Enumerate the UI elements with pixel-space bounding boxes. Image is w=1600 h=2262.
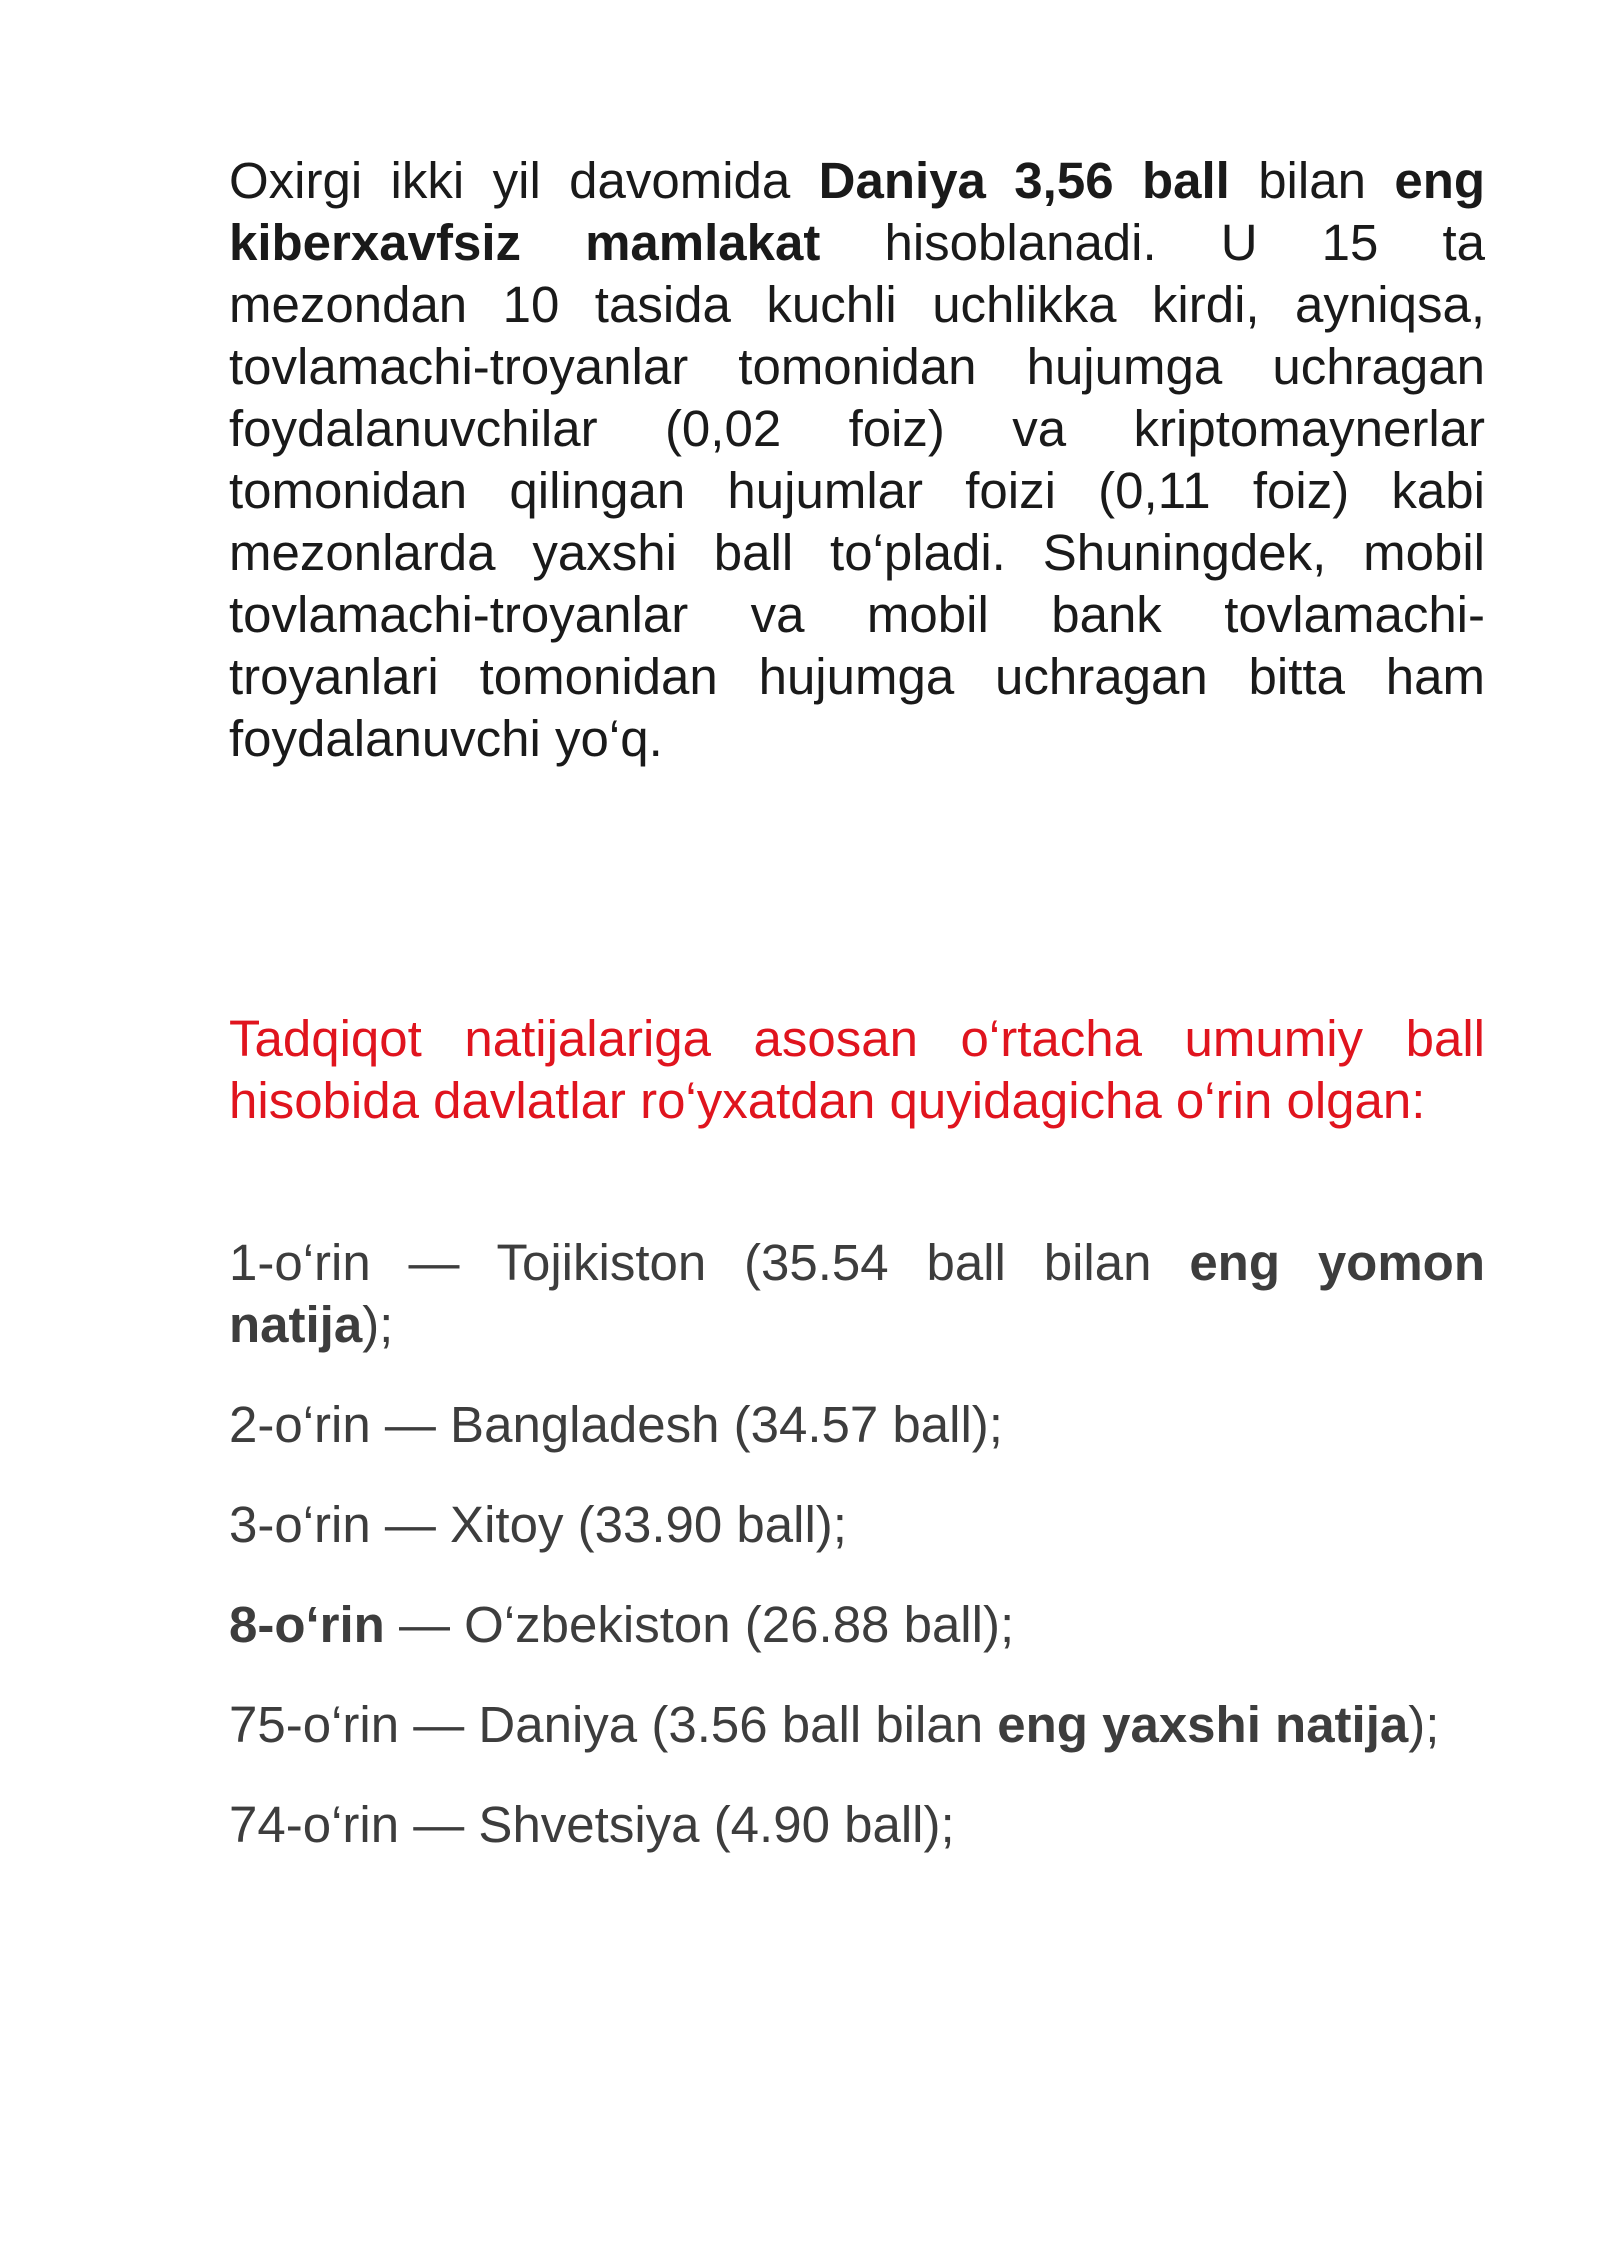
- ranking-item-tajikistan: [229, 1232, 1485, 1356]
- ranking-item-text: 2-o‘rin — Bangladesh (34.57 ball);: [229, 1396, 1003, 1453]
- ranking-item-sweden: [229, 1794, 1485, 1856]
- ranking-item-china: [229, 1494, 1485, 1556]
- ranking-item-text: 3-o‘rin — Xitoy (33.90 ball);: [229, 1496, 847, 1553]
- ranking-item-tail: );: [362, 1296, 394, 1353]
- ranking-item-uzbekistan: [229, 1594, 1485, 1656]
- intro-bold-denmark-score: Daniya 3,56 ball: [818, 152, 1230, 209]
- ranking-item-text: 1-o‘rin — Tojikiston (35.54 ball bilan: [229, 1234, 1190, 1291]
- ranking-list: [229, 1232, 1485, 1894]
- ranking-item-bangladesh: [229, 1394, 1485, 1456]
- ranking-heading: Tadqiqot natijalariga asosan o‘rtacha umumiy ball hisobida davlatlar ro‘yxatdan quyidagicha o‘rin olgan:: [229, 1010, 1485, 1129]
- ranking-item-text: 74-o‘rin — Shvetsiya (4.90 ball);: [229, 1796, 955, 1853]
- ranking-item-bold: 8-o‘rin: [229, 1596, 385, 1653]
- ranking-item-bold: eng yaxshi natija: [997, 1696, 1409, 1753]
- ranking-item-text: 75-o‘rin — Daniya (3.56 ball bilan: [229, 1696, 998, 1753]
- ranking-item-denmark: [229, 1694, 1485, 1756]
- ranking-item-bold: eng yomon natija: [229, 1234, 1485, 1353]
- intro-text-2: bilan: [1229, 152, 1395, 209]
- intro-bold-safest-country: eng kiberxavfsiz mamlakat: [229, 152, 1486, 271]
- intro-text-3: hisoblanadi. U 15 ta mezondan 10 tasida kuchli uchlikka kirdi, ayniqsa, tovlamachi-troyanlar tomonidan hujumga uchragan foydalanuvchilar (0,02 foiz) va kriptomaynerlar tomonidan qilingan hujumlar foizi (0,11 foiz) kabi mezonlarda yaxshi ball to‘pladi. Shuningdek, mobil tovlamachi-troyanlar va mobil bank tovlamachi-troyanlari tomonidan hujumga uchragan bitta ham foydalanuvchi yo‘q.: [229, 214, 1485, 767]
- intro-paragraph: [229, 150, 1485, 770]
- ranking-item-tail: );: [1408, 1696, 1440, 1753]
- intro-text-1: Oxirgi ikki yil davomida: [229, 152, 819, 209]
- ranking-item-text: — O‘zbekiston (26.88 ball);: [384, 1596, 1015, 1653]
